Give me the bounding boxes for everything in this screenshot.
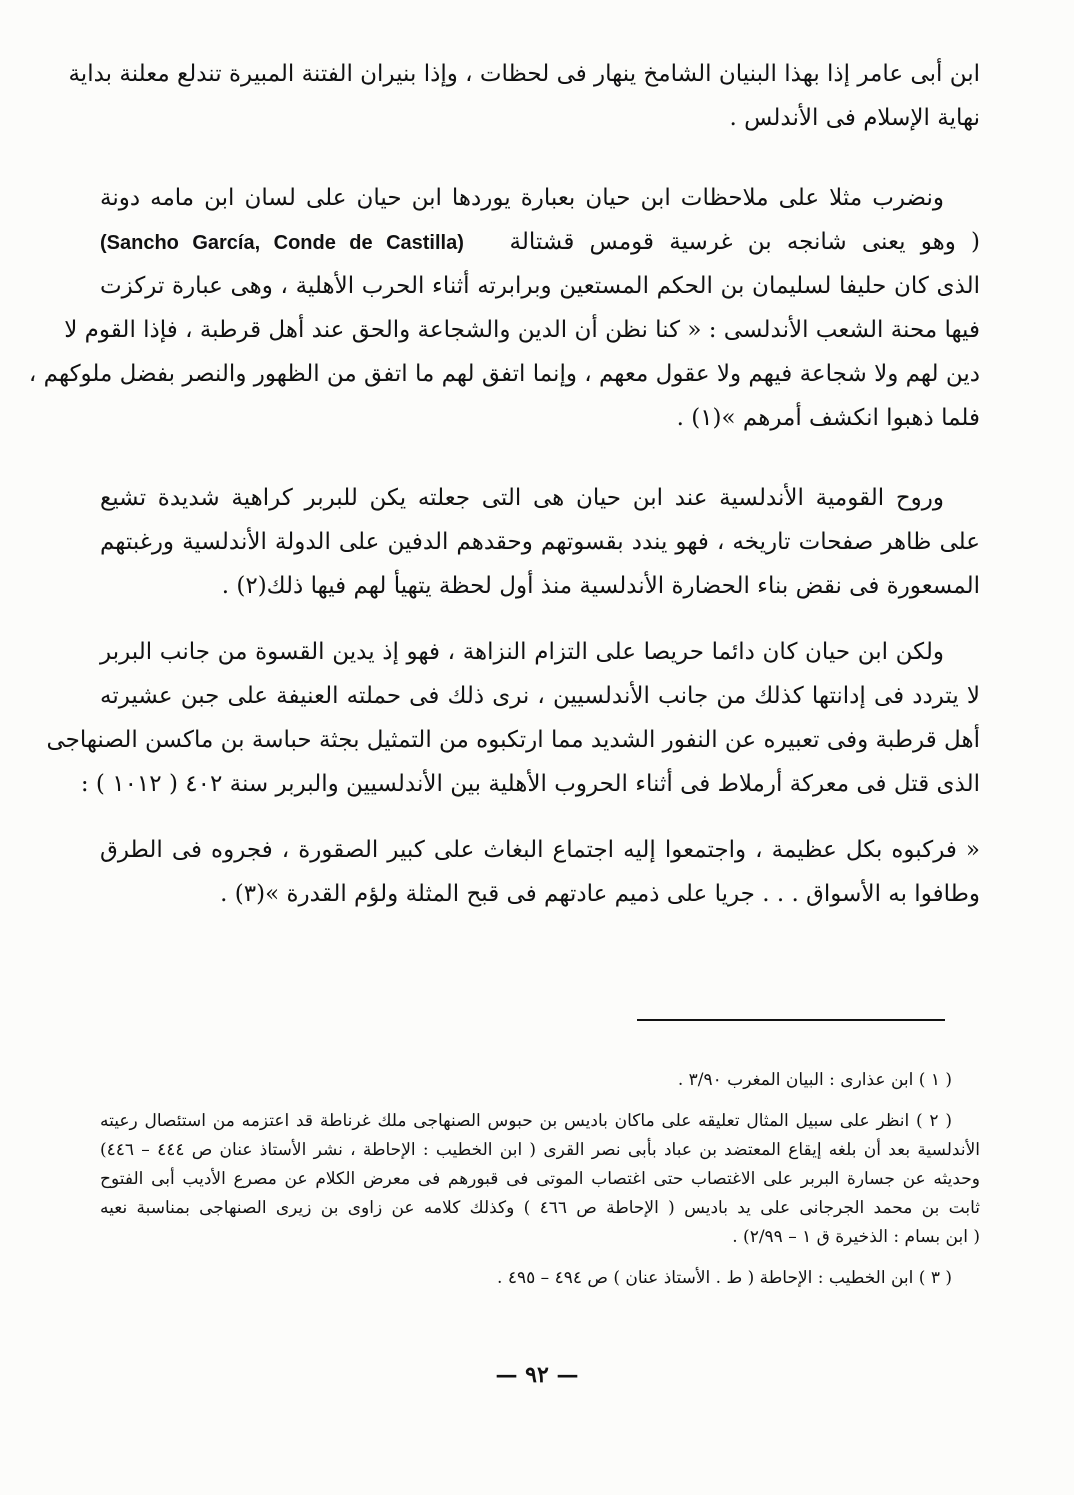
text-line: فلما ذهبوا انكشف أمرهم »(١) . xyxy=(676,405,980,431)
quote-line: « فركبوه بكل عظيمة ، واجتمعوا إليه اجتماع البغاث على كبير الصقورة ، فجروه فى الطرق xyxy=(100,837,980,863)
text-line: وروح القومية الأندلسية عند ابن حيان هى التى جعلته يكن للبربر كراهية شديدة تشيع xyxy=(100,485,944,511)
footnote-1: ( ١ ) ابن عذارى : البيان المغرب ٣/٩٠ . xyxy=(677,1070,952,1090)
text-line: ونضرب مثلا على ملاحظات ابن حيان بعبارة يوردها ابن حيان على لسان ابن مامه دونة xyxy=(100,185,944,211)
quote-line: وطافوا به الأسواق . . . جريا على ذميم عادتهم فى قبح المثلة ولؤم القدرة »(٣) . xyxy=(220,881,980,907)
text-line: فيها محنة الشعب الأندلسى : « كنا نظن أن الدين والشجاعة والحق عند أهل قرطبة ، فإذا القوم لا xyxy=(64,317,980,343)
text-line: دين لهم ولا شجاعة فيهم ولا عقول معهم ، وإنما اتفق لهم ما اتفق من الظهور والنصر بفضل ملوكهم ، xyxy=(28,361,980,387)
footnote-2-line: ثابت بن محمد الجرجانى على يد باديس ( الإحاطة ص ٤٦٦ ) وكذلك كلامه عن زاوى بن زيرى الصنهاجى بمناسبة نعيه xyxy=(100,1198,980,1218)
main-text xyxy=(28,52,980,916)
text-line: الذى كان حليفا لسليمان بن الحكم المستعين وبرابرته أثناء الحرب الأهلية ، وهى عبارة تركزت xyxy=(100,273,980,299)
footnote-2-line: وحديثه عن جسارة البربر على الاغتصاب حتى اغتصاب الموتى فى قبورهم فى معرض الكلام عن مصرع الأديب أبى الفتوح xyxy=(100,1169,980,1189)
text-line: الذى قتل فى معركة أرملاط فى أثناء الحروب الأهلية بين الأندلسيين والبربر سنة ٤٠٢ ( ١٠١٢ ) : xyxy=(80,771,980,797)
latin-name: (Sancho García, Conde de Castilla) xyxy=(100,232,464,254)
text-line: ابن أبى عامر إذا بهذا البنيان الشامخ ينهار فى لحظات ، وإذا بنيران الفتنة المبيرة تندلع معلنة بداية xyxy=(68,61,980,87)
text-line: المسعورة فى نقض بناء الحضارة الأندلسية منذ أول لحظة يتهيأ لهم فيها ذلك(٢) . xyxy=(221,573,980,599)
footnote-divider xyxy=(637,1019,945,1021)
footnote-2-line: ( ٢ ) انظر على سبيل المثال تعليقه على ماكان باديس بن حبوس الصنهاجى ملك غرناطة قد اعتزمه من استئصال رعيته xyxy=(100,1111,952,1131)
footnote-2-line: ( ابن بسام : الذخيرة ق ١ – ٢/٩٩) . xyxy=(732,1227,980,1247)
text-line: نهاية الإسلام فى الأندلس . xyxy=(729,105,980,131)
page-number: — ٩٢ — xyxy=(495,1362,579,1388)
footnote-3: ( ٣ ) ابن الخطيب : الإحاطة ( ط . الأستاذ عنان ) ص ٤٩٤ – ٤٩٥ . xyxy=(497,1268,952,1288)
arabic-segment: ( وهو يعنى شانجه بن غرسية قومس قشتالة xyxy=(509,229,980,255)
text-line: على ظاهر صفحات تاريخه ، فهو يندد بقسوتهم وحقدهم الدفين على الدولة الأندلسية ورغبتهم xyxy=(100,529,980,555)
text-line-mixed xyxy=(100,220,980,264)
footnotes xyxy=(100,1066,980,1293)
footnote-2-line: الأندلسية بعد أن بلغه إيقاع المعتضد بن عباد بأبى نصر القرى ( ابن الخطيب : الإحاطة ، نشر الأستاذ عنان ص ٤٤٤ – ٤٤٦) xyxy=(100,1140,981,1160)
text-line: لا يتردد فى إدانتها كذلك من جانب الأندلسيين ، نرى ذلك فى حملته العنيفة على جبن عشيرته xyxy=(100,683,980,709)
text-line: أهل قرطبة وفى تعبيره عن النفور الشديد مما ارتكبوه من التمثيل بجثة حباسة بن ماكسن الصنهاجى xyxy=(46,727,980,753)
text-line: ولكن ابن حيان كان دائما حريصا على التزام النزاهة ، فهو إذ يدين القسوة من جانب البربر xyxy=(100,639,944,665)
